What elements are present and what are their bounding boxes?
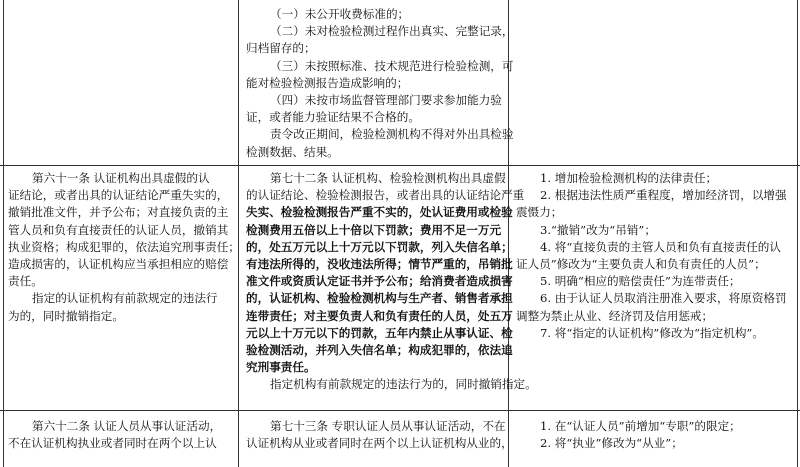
text-line: 证结论，或者出具的认证结论严重失实的， — [8, 188, 229, 203]
text-line: 6. 由于认证人员取消注册准入要求，将原资格罚 — [540, 291, 787, 306]
row2-right-cell — [516, 170, 796, 342]
text-line: 7. 将“指定的认证机构”修改为“指定机构”。 — [540, 325, 764, 340]
text-line: 失实、检验检测报告严重不实的，处认证费用或检验 — [246, 205, 513, 220]
column-divider-1 — [238, 0, 239, 467]
table-border-right — [797, 0, 798, 467]
text-line: 第六十二条 认证人员从事认证活动， — [32, 419, 222, 433]
text-line: 的认证结论、检验检测报告，或者出具的认证结论严重 — [246, 188, 525, 203]
text-line: 能对检验检测报告造成影响的； — [246, 75, 409, 90]
row3-middle-cell — [246, 418, 513, 452]
text-line: 为的，同时撤销指定。 — [8, 308, 124, 323]
text-line: 管人员和负有直接责任的认证人员，撤销其 — [8, 222, 229, 237]
text-line: （二）未对检验检测过程作出真实、完整记录， — [270, 24, 514, 39]
text-line: 1. 增加检验检测机构的法律责任； — [540, 171, 718, 185]
text-line: 指定的认证机构有前款规定的违法行 — [32, 291, 218, 306]
text-line: 有违法所得的，没收违法所得；情节严重的，吊销批 — [246, 257, 513, 272]
text-line: 第七十三条 专职认证人员从事认证活动，不在 — [270, 419, 506, 433]
text-line: 认证机构从业或者同时在两个以上认证机构从业的， — [246, 436, 513, 451]
text-line: 责任。 — [8, 274, 43, 289]
text-line: 造成损害的，认证机构应当承担相应的赔偿 — [8, 257, 229, 272]
text-line: 检测费用五倍以上十倍以下罚款；费用不足一万元 — [246, 222, 502, 237]
text-line: 2. 将“执业”修改为“从业”； — [540, 436, 683, 451]
text-line: 元以上十万元以下的罚款，五年内禁止从事认证、检 — [246, 325, 513, 340]
text-line: 不在认证机构执业或者同时在两个以上认 — [8, 436, 217, 451]
text-line: 5. 明确“相应的赔偿责任”为连带责任； — [540, 274, 741, 289]
text-line: 检测数据、结果。 — [246, 144, 339, 159]
text-line: 2. 根据违法性质严重程度，增加经济罚，以增强 — [540, 188, 787, 203]
text-line: 证人员”修改为“主要负责人和负有责任的人员”； — [516, 257, 766, 272]
text-line: 震慑力； — [516, 205, 563, 220]
text-line: 撤销批准文件，并予公布；对直接负责的主 — [8, 205, 229, 220]
text-line: 证，或者能力验证结果不合格的。 — [246, 110, 420, 125]
row2-left-cell — [8, 170, 240, 325]
row-divider-1 — [0, 165, 800, 166]
text-line: 执业资格；构成犯罪的，依法追究刑事责任； — [8, 239, 240, 254]
text-line: 归档留存的； — [246, 41, 316, 56]
text-line: 准文件或资质认定证书并予公布；给消费者造成损害 — [246, 274, 513, 289]
text-line: 指定机构有前款规定的违法行为的，同时撤销指定。 — [270, 377, 537, 392]
text-line: （三）未按照标准、技术规范进行检验检测，可 — [270, 58, 514, 73]
row1-middle-cell — [246, 6, 514, 161]
text-line: 责令改正期间，检验检测机构不得对外出具检验 — [270, 127, 514, 142]
text-line: 第七十二条 认证机构、检验检测机构出具虚假 — [270, 171, 506, 185]
text-line: （四）未按市场监督管理部门要求参加能力验 — [270, 93, 502, 108]
table-border-left — [3, 0, 4, 467]
text-line: 究刑事责任。 — [246, 360, 316, 375]
text-line: 连带责任；对主要负责人和负有责任的人员，处五万 — [246, 308, 513, 323]
row3-right-cell — [516, 418, 796, 452]
text-line: （一）未公开收费标准的； — [270, 7, 410, 21]
text-line: 1. 在“认证人员”前增加“专职”的限定； — [540, 419, 741, 433]
text-line: 调整为禁止从业、经济罚及信用惩戒； — [516, 308, 714, 323]
text-line: 的，处五万元以上十万元以下罚款，列入失信名单； — [246, 239, 513, 254]
text-line: 验检测活动，并列入失信名单；构成犯罪的，依法追 — [246, 343, 513, 358]
text-line: 第六十一条 认证机构出具虚假的认 — [32, 171, 210, 185]
text-line: 4. 将“直接负责的主管人员和负有直接责任的认 — [540, 239, 781, 254]
text-line: 的，认证机构、检验检测机构与生产者、销售者承担 — [246, 291, 513, 306]
text-line: 3.“撤销”改为“吊销”； — [540, 222, 656, 237]
row3-left-cell — [8, 418, 236, 452]
row2-middle-cell — [246, 170, 537, 394]
row-divider-2 — [0, 410, 800, 411]
